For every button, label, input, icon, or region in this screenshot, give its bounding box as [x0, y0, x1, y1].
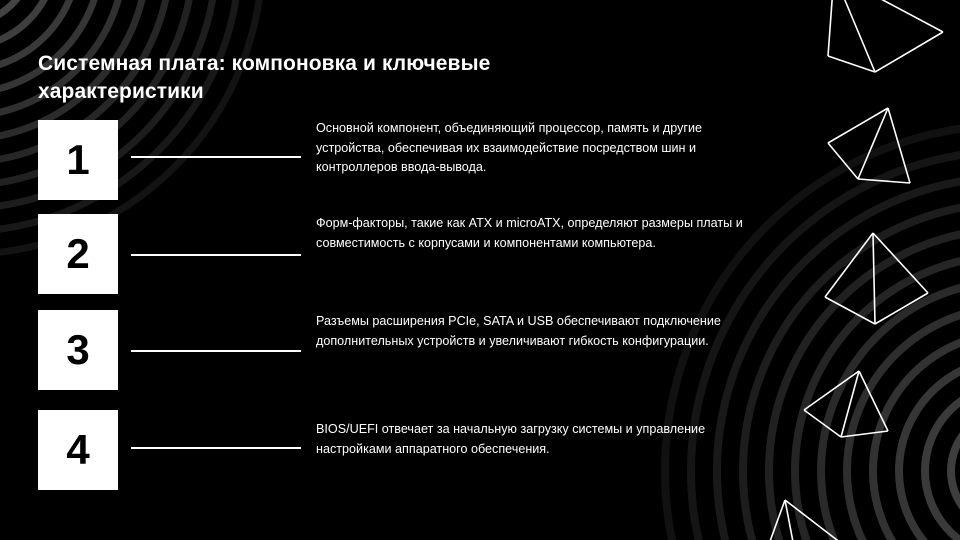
- number-badge-4: 4: [38, 410, 118, 490]
- list-item-text-1: Основной компонент, объединяющий процессор, память и другие устройства, обеспечивая их взаимодействие посредством шин и контроллеров ввода-вывода.: [316, 121, 703, 174]
- connector-line-1: [131, 156, 301, 158]
- number-badge-2: 2: [38, 214, 118, 294]
- number-badge-1: 1: [38, 120, 118, 200]
- number-badge-3: 3: [38, 310, 118, 390]
- list-item-text-3: Разъемы расширения PCIe, SATA и USB обеспечивают подключение дополнительных устройств и увеличивают гибкость конфигурации.: [316, 314, 721, 348]
- connector-line-2: [131, 254, 301, 256]
- list-item-text-4: BIOS/UEFI отвечает за начальную загрузку системы и управление настройками аппаратного обеспечения.: [316, 422, 706, 456]
- connector-line-4: [131, 447, 301, 449]
- page-title: Системная плата: компоновка и ключевые характеристики: [38, 52, 491, 103]
- list-item-text-2: Форм-факторы, такие как ATX и microATX, определяют размеры платы и совместимость с корпусами и компонентами компьютера.: [316, 216, 743, 250]
- connector-line-3: [131, 350, 301, 352]
